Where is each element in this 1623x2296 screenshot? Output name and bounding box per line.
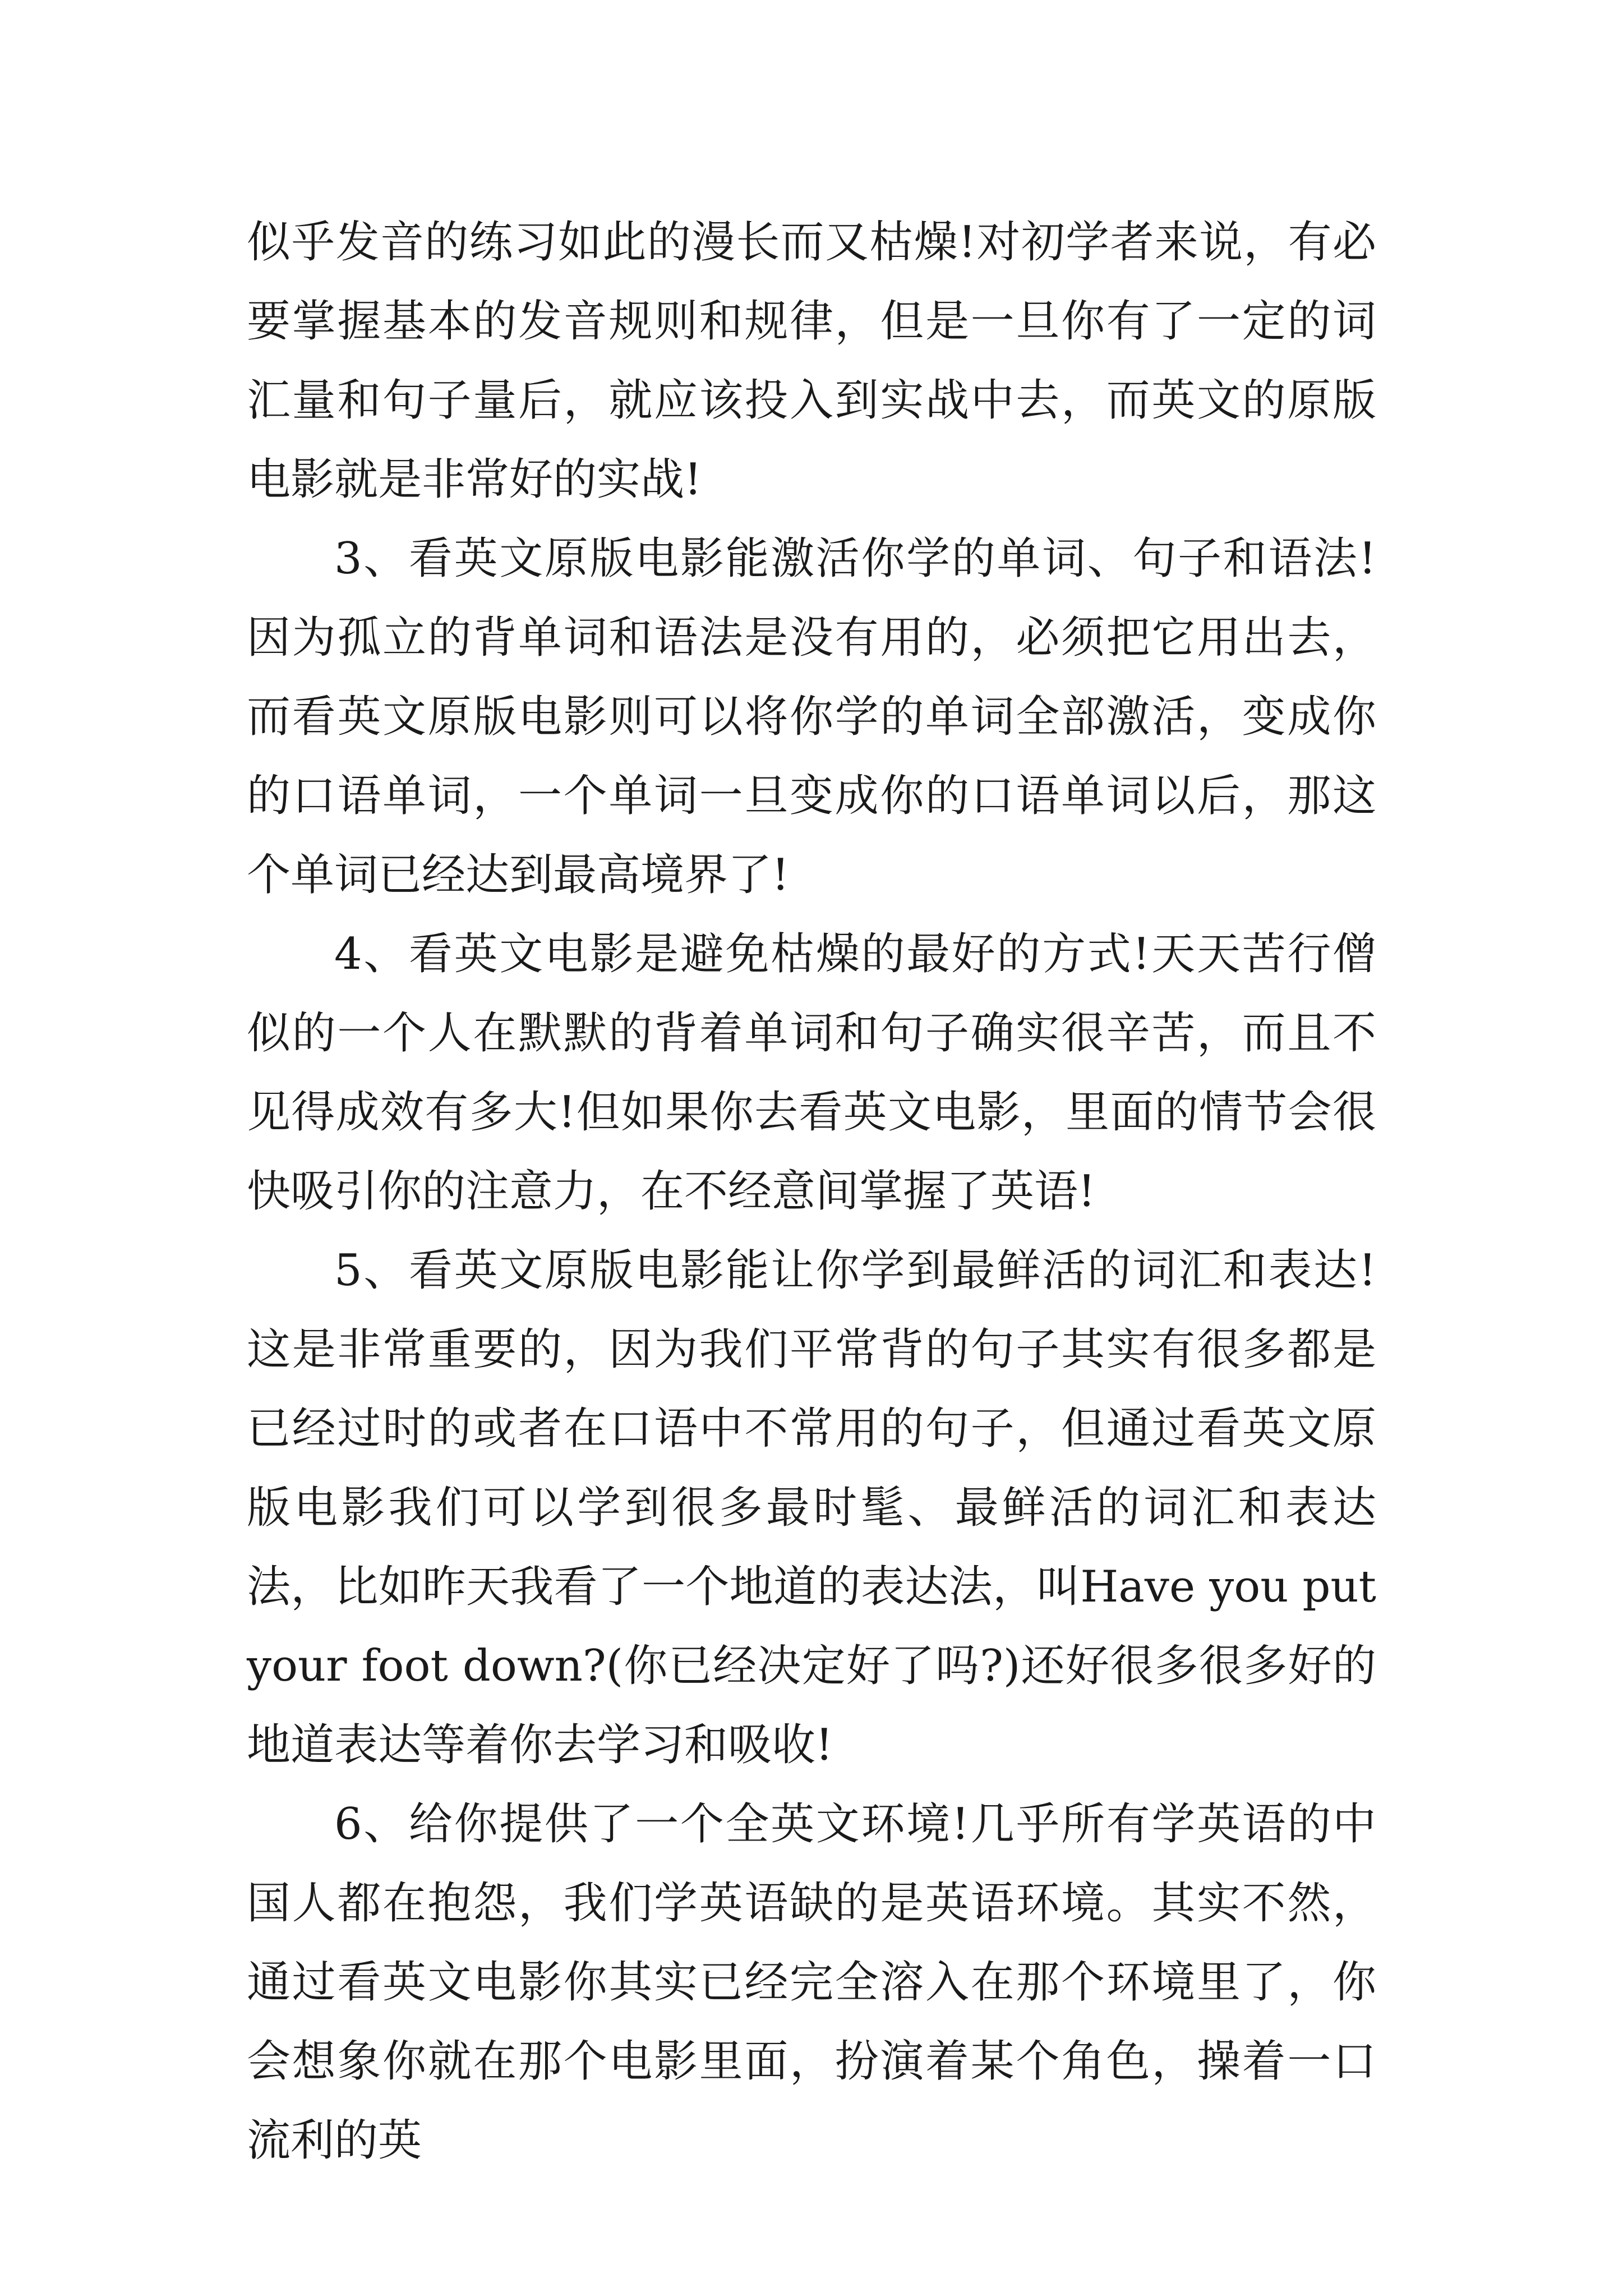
paragraph-5: 6、给你提供了一个全英文环境!几乎所有学英语的中国人都在抱怨，我们学英语缺的是英语环境。其实不然，通过看英文电影你其实已经完全溶入在那个环境里了，你会想象你就在那个电影里面，扮演着某个角色，操着一口流利的英 <box>247 1799 1376 2166</box>
paragraph-2: 3、看英文原版电影能激活你学的单词、句子和语法!因为孤立的背单词和语法是没有用的，必须把它用出去，而看英文原版电影则可以将你学的单词全部激活，变成你的口语单词，一个单词一旦变成你的口语单词以后，那这个单词已经达到最高境界了! <box>247 533 1376 900</box>
paragraph-1: 似乎发音的练习如此的漫长而又枯燥!对初学者来说，有必要掌握基本的发音规则和规律，但是一旦你有了一定的词汇量和句子量后，就应该投入到实战中去，而英文的原版电影就是非常好的实战! <box>247 217 1376 505</box>
document-body <box>247 203 1376 2180</box>
paragraph-4: 5、看英文原版电影能让你学到最鲜活的词汇和表达!这是非常重要的，因为我们平常背的句子其实有很多都是已经过时的或者在口语中不常用的句子，但通过看英文原版电影我们可以学到很多最时髦、最鲜活的词汇和表达法，比如昨天我看了一个地道的表达法，叫Have you put your foot down?(你已经决定好了吗?)还好很多很多好的地道表达等着你去学习和吸收! <box>247 1245 1376 1770</box>
paragraph-3: 4、看英文电影是避免枯燥的最好的方式!天天苦行僧似的一个人在默默的背着单词和句子确实很辛苦，而且不见得成效有多大!但如果你去看英文电影，里面的情节会很快吸引你的注意力，在不经意间掌握了英语! <box>247 929 1376 1217</box>
